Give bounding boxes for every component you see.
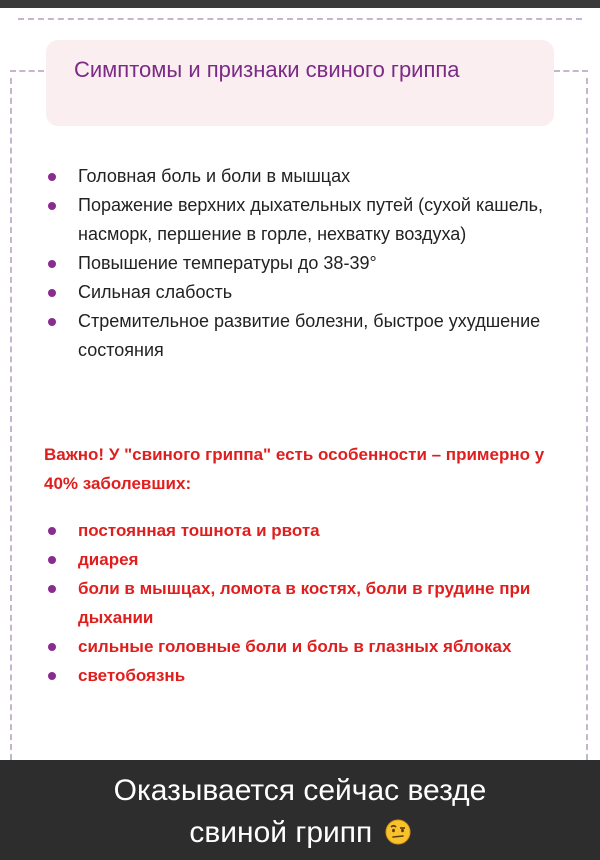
infographic-card <box>0 8 600 760</box>
bullet-icon <box>48 260 56 268</box>
bullet-icon <box>48 202 56 210</box>
caption-text <box>0 770 600 854</box>
list-item-text: Сильная слабость <box>78 282 233 302</box>
special-symptoms-list <box>44 516 544 690</box>
list-item <box>44 162 544 191</box>
list-item-text: Поражение верхних дыхательных путей (сухой кашель, насморк, першение в горле, нехватку воздуха) <box>78 195 544 244</box>
dashed-border-left <box>10 78 12 760</box>
list-item-text: светобоязнь <box>78 666 186 685</box>
card-title: Симптомы и признаки свиного гриппа <box>74 57 460 82</box>
caption-line-1: Оказывается сейчас везде <box>113 774 487 807</box>
bullet-icon <box>48 318 56 326</box>
list-item-text: сильные головные боли и боль в глазных яблоках <box>78 637 512 656</box>
title-box <box>46 40 554 126</box>
list-item <box>44 191 544 249</box>
bullet-icon <box>48 585 56 593</box>
list-item-text: Стремительное развитие болезни, быстрое ухудшение состояния <box>78 311 541 360</box>
list-item <box>44 545 544 574</box>
dashed-border-corner-right <box>554 70 588 72</box>
list-item <box>44 307 544 365</box>
list-item-text: постоянная тошнота и рвота <box>78 521 320 540</box>
story-caption <box>0 760 600 860</box>
dashed-border-right <box>586 78 588 760</box>
dashed-border-corner-left <box>10 70 44 72</box>
bullet-icon <box>48 556 56 564</box>
raised-eyebrow-face-emoji-icon <box>385 819 411 845</box>
list-item-text: Повышение температуры до 38-39° <box>78 253 377 273</box>
list-item-text: диарея <box>78 550 139 569</box>
list-item <box>44 661 544 690</box>
bullet-icon <box>48 672 56 680</box>
list-item <box>44 249 544 278</box>
symptoms-list <box>44 162 544 365</box>
list-item <box>44 632 544 661</box>
bullet-icon <box>48 289 56 297</box>
list-item <box>44 516 544 545</box>
caption-line-2: свиной грипп <box>189 816 373 849</box>
list-item <box>44 574 544 632</box>
list-item-text: боли в мышцах, ломота в костях, боли в грудине при дыхании <box>78 579 531 627</box>
top-strip <box>0 0 600 8</box>
dashed-border-top <box>18 18 582 20</box>
bullet-icon <box>48 643 56 651</box>
bullet-icon <box>48 173 56 181</box>
caption-line-2-row <box>0 812 600 854</box>
bullet-icon <box>48 527 56 535</box>
important-note: Важно! У "свиного гриппа" есть особенности – примерно у 40% заболевших: <box>44 445 545 493</box>
list-item <box>44 278 544 307</box>
list-item-text: Головная боль и боли в мышцах <box>78 166 351 186</box>
